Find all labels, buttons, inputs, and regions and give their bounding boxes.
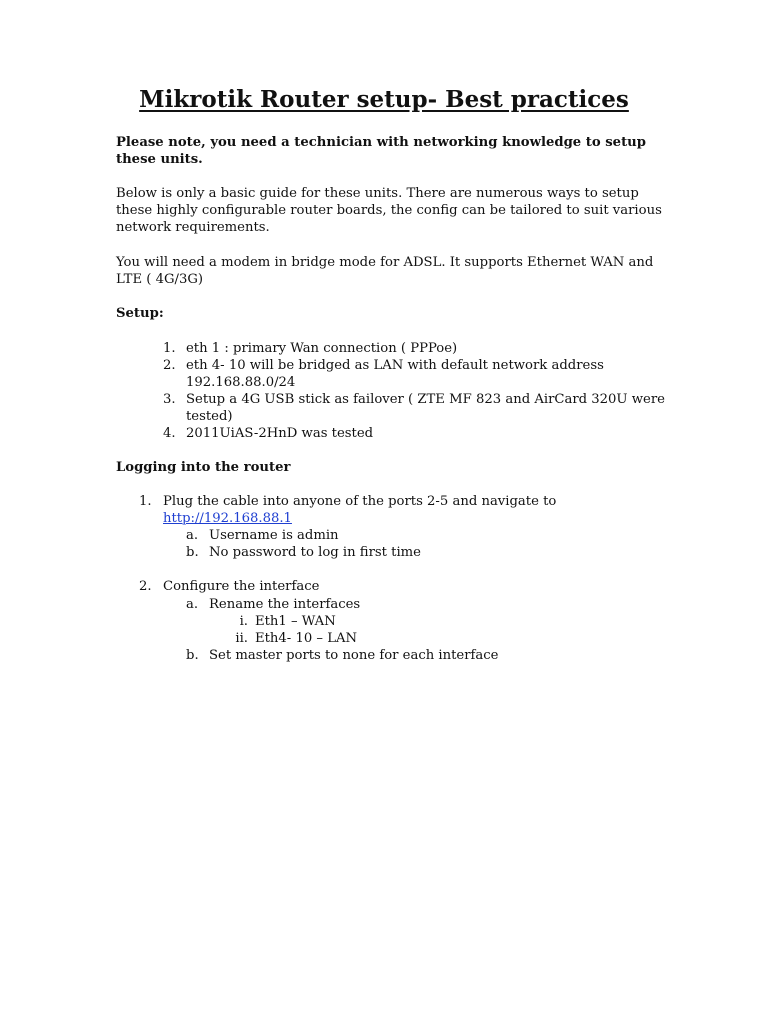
step-2b-letter: b. — [186, 648, 199, 663]
step-1-number: 1. — [139, 494, 152, 509]
setup-item-2-text-cont: 192.168.88.0/24 — [186, 375, 296, 390]
setup-item-3-number: 3. — [163, 392, 176, 407]
roman-i-text: Eth1 – WAN — [255, 614, 336, 629]
setup-item-4-text: 2011UiAS-2HnD was tested — [186, 426, 374, 441]
router-url-link[interactable]: http://192.168.88.1 — [163, 511, 292, 526]
step-2-number: 2. — [139, 579, 152, 594]
modem-line-2: LTE ( 4G/3G) — [116, 272, 204, 287]
step-2a-letter: a. — [186, 597, 199, 612]
modem-line-1: You will need a modem in bridge mode for ADSL. It supports Ethernet WAN and — [116, 255, 654, 270]
basic-guide-line-1: Below is only a basic guide for these units. There are numerous ways to setup — [116, 186, 639, 201]
setup-item-3-text-cont: tested) — [186, 409, 233, 424]
step-2-text: Configure the interface — [163, 579, 320, 594]
setup-item-4-number: 4. — [163, 426, 176, 441]
step-1a-text: Username is admin — [209, 528, 339, 543]
basic-guide-line-3: network requirements. — [116, 220, 270, 235]
setup-item-3-text: Setup a 4G USB stick as failover ( ZTE MF 823 and AirCard 320U were — [186, 392, 665, 407]
note-line-1: Please note, you need a technician with networking knowledge to setup — [116, 135, 646, 150]
page-title: Mikrotik Router setup- Best practices — [139, 86, 629, 113]
step-2a-text: Rename the interfaces — [209, 597, 361, 612]
roman-ii-text: Eth4- 10 – LAN — [255, 631, 358, 646]
roman-i-number: i. — [239, 614, 248, 629]
setup-heading: Setup: — [116, 306, 164, 321]
step-1-text: Plug the cable into anyone of the ports 2-5 and navigate to — [163, 494, 557, 509]
roman-ii-number: ii. — [235, 631, 248, 646]
step-2b-text: Set master ports to none for each interface — [209, 648, 499, 663]
step-1b-letter: b. — [186, 545, 199, 560]
basic-guide-line-2: these highly configurable router boards, the config can be tailored to suit various — [116, 203, 662, 218]
step-1a-letter: a. — [186, 528, 199, 543]
note-line-2: these units. — [116, 152, 203, 167]
setup-item-2-text: eth 4- 10 will be bridged as LAN with default network address — [186, 358, 604, 373]
login-heading: Logging into the router — [116, 460, 291, 475]
setup-item-1-number: 1. — [163, 341, 176, 356]
step-1b-text: No password to log in first time — [209, 545, 421, 560]
setup-item-1-text: eth 1 : primary Wan connection ( PPPoe) — [186, 341, 458, 356]
setup-item-2-number: 2. — [163, 358, 176, 373]
